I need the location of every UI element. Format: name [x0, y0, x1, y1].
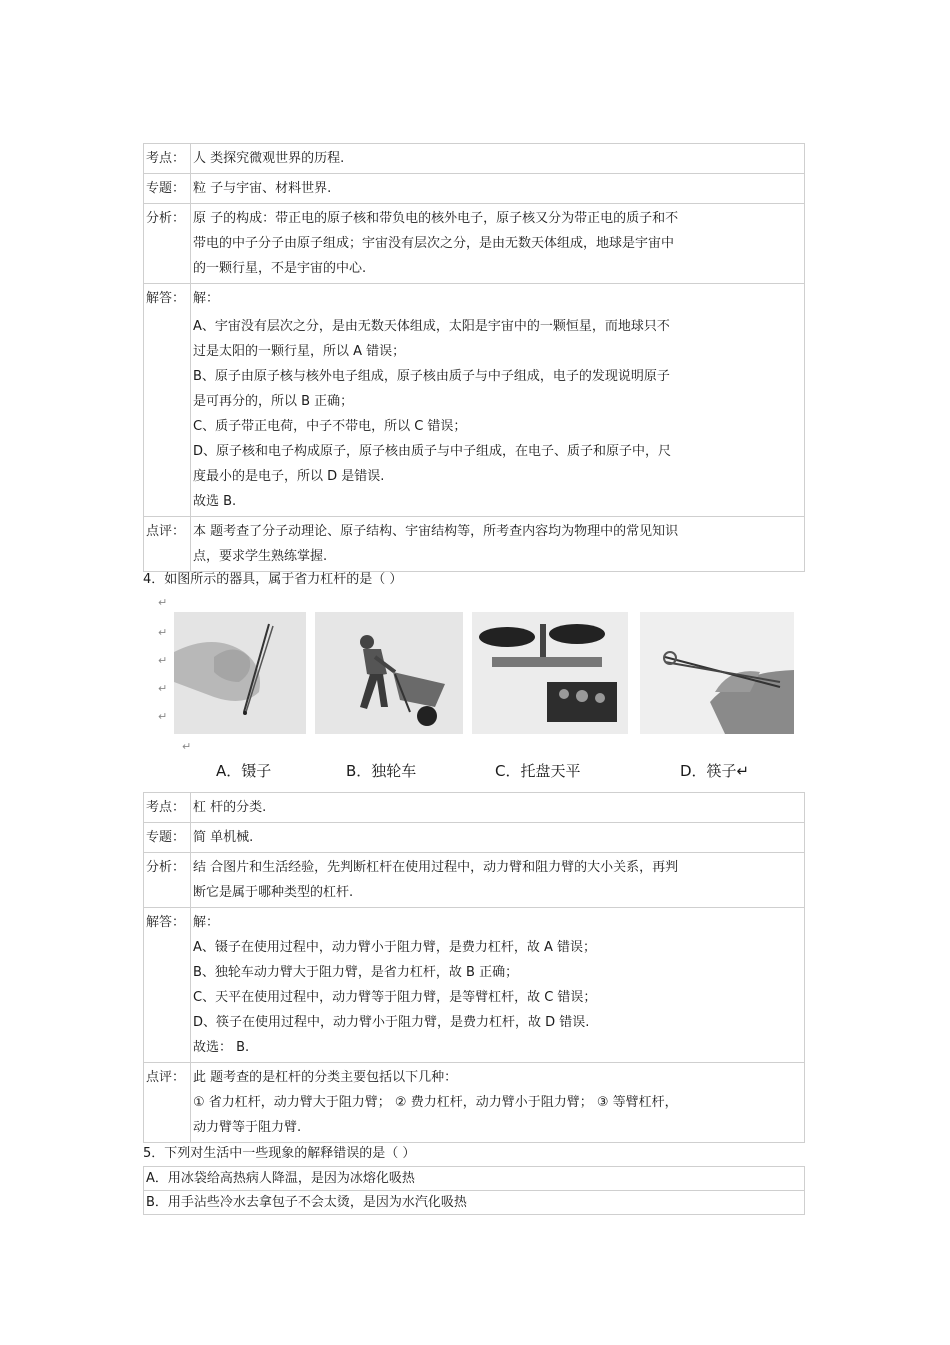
text-line: 此 题考查的是杠杆的分类主要包括以下几种： [193, 1070, 458, 1085]
caption-a: A．镊子 [216, 762, 272, 780]
dianping-label: 点评： [144, 1063, 191, 1143]
row-jieda [144, 908, 805, 1063]
text-line: D、原子核和电子构成原子，原子核由质子与中子组成，在电子、质子和原子中，尺 [193, 444, 672, 459]
caption-c: C．托盘天平 [495, 762, 581, 780]
return-mark: ↵ [158, 682, 168, 695]
fenxi-value [191, 204, 805, 284]
text-line: C、质子带正电荷，中子不带电，所以 C 错误； [193, 419, 467, 434]
row-zhuanti [144, 823, 805, 853]
fenxi-value [191, 853, 805, 908]
text-line: 的一颗行星，不是宇宙的中心. [193, 261, 367, 276]
text-line: A、镊子在使用过程中，动力臂小于阻力臂，是费力杠杆，故 A 错误； [193, 940, 597, 955]
text-line: 故选： B. [193, 1040, 250, 1055]
text-line: 原 子的构成：带正电的原子核和带负电的核外电子，原子核又分为带正电的质子和不 [193, 211, 679, 226]
lever-figures [174, 612, 794, 737]
analysis-block-q3 [143, 143, 805, 572]
caption-d: D．筷子↵ [680, 762, 750, 780]
text-line: A、宇宙没有层次之分，是由无数天体组成，太阳是宇宙中的一颗恒星，而地球只不 [193, 319, 670, 334]
zhuanti-value: 简 单机械. [191, 823, 805, 853]
fenxi-label: 分析： [144, 204, 191, 284]
row-zhuanti [144, 174, 805, 204]
return-mark: ↵ [182, 740, 192, 753]
text-line: C、天平在使用过程中，动力臂等于阻力臂，是等臂杠杆，故 C 错误； [193, 990, 597, 1005]
row-kaodian [144, 793, 805, 823]
option-a: A．用冰袋给高热病人降温，是因为冰熔化吸热 [144, 1167, 805, 1191]
option-row [144, 1191, 805, 1215]
text-line: B、独轮车动力臂大于阻力臂，是省力杠杆，故 B 正确； [193, 965, 519, 980]
text-line: 解： [193, 291, 220, 306]
question-5: 5．下列对生活中一些现象的解释错误的是（ ） [143, 1146, 416, 1161]
row-kaodian [144, 144, 805, 174]
zhuanti-label: 专题： [144, 174, 191, 204]
return-mark: ↵ [158, 626, 168, 639]
text-line: 点，要求学生熟练掌握. [193, 549, 328, 564]
text-line: 解： [193, 915, 220, 930]
chopsticks-image [640, 612, 794, 734]
kaodian-value: 杠 杆的分类. [191, 793, 805, 823]
return-mark: ↵ [158, 710, 168, 723]
text-line: 断它是属于哪种类型的杠杆. [193, 885, 354, 900]
row-fenxi [144, 853, 805, 908]
text-line: 带电的中子分子由原子组成；宇宙没有层次之分，是由无数天体组成，地球是宇宙中 [193, 236, 675, 251]
analysis-block-q4 [143, 792, 805, 1143]
jieda-value [191, 284, 805, 517]
text-line: 过是太阳的一颗行星，所以 A 错误； [193, 344, 406, 359]
dianping-value [191, 517, 805, 572]
jieda-value [191, 908, 805, 1063]
fenxi-label: 分析： [144, 853, 191, 908]
text-line: 故选 B. [193, 494, 237, 509]
text-line: 结 合图片和生活经验，先判断杠杆在使用过程中，动力臂和阻力臂的大小关系，再判 [193, 860, 679, 875]
caption-b: B．独轮车 [346, 762, 417, 780]
text-line: 本 题考查了分子动理论、原子结构、宇宙结构等，所考查内容均为物理中的常见知识 [193, 524, 679, 539]
zhuanti-value: 粒 子与宇宙、材料世界. [191, 174, 805, 204]
jieda-label: 解答： [144, 908, 191, 1063]
return-mark: ↵ [158, 654, 168, 667]
text-line: 是可再分的，所以 B 正确； [193, 394, 354, 409]
kaodian-label: 考点： [144, 144, 191, 174]
jieda-label: 解答： [144, 284, 191, 517]
row-fenxi [144, 204, 805, 284]
text-line: ① 省力杠杆，动力臂大于阻力臂； ② 费力杠杆，动力臂小于阻力臂； ③ 等臂杠杆， [193, 1095, 678, 1110]
q5-options [143, 1166, 805, 1215]
row-jieda [144, 284, 805, 517]
balance-scale-image [472, 612, 628, 734]
tweezers-image [174, 612, 306, 734]
wheelbarrow-image [315, 612, 463, 734]
row-dianping [144, 517, 805, 572]
text-line: 度最小的是电子，所以 D 是错误. [193, 469, 385, 484]
kaodian-value: 人 类探究微观世界的历程. [191, 144, 805, 174]
text-line: B、原子由原子核与核外电子组成，原子核由质子与中子组成，电子的发现说明原子 [193, 369, 670, 384]
text-line: D、筷子在使用过程中，动力臂小于阻力臂，是费力杠杆，故 D 错误. [193, 1015, 590, 1030]
question-4: 4．如图所示的器具，属于省力杠杆的是（ ） [143, 572, 403, 587]
return-mark: ↵ [158, 596, 168, 609]
row-dianping [144, 1063, 805, 1143]
dianping-label: 点评： [144, 517, 191, 572]
dianping-value [191, 1063, 805, 1143]
zhuanti-label: 专题： [144, 823, 191, 853]
text-line: 动力臂等于阻力臂. [193, 1120, 302, 1135]
option-row [144, 1167, 805, 1191]
kaodian-label: 考点： [144, 793, 191, 823]
option-b: B．用手沾些冷水去拿包子不会太烫，是因为水汽化吸热 [144, 1191, 805, 1215]
